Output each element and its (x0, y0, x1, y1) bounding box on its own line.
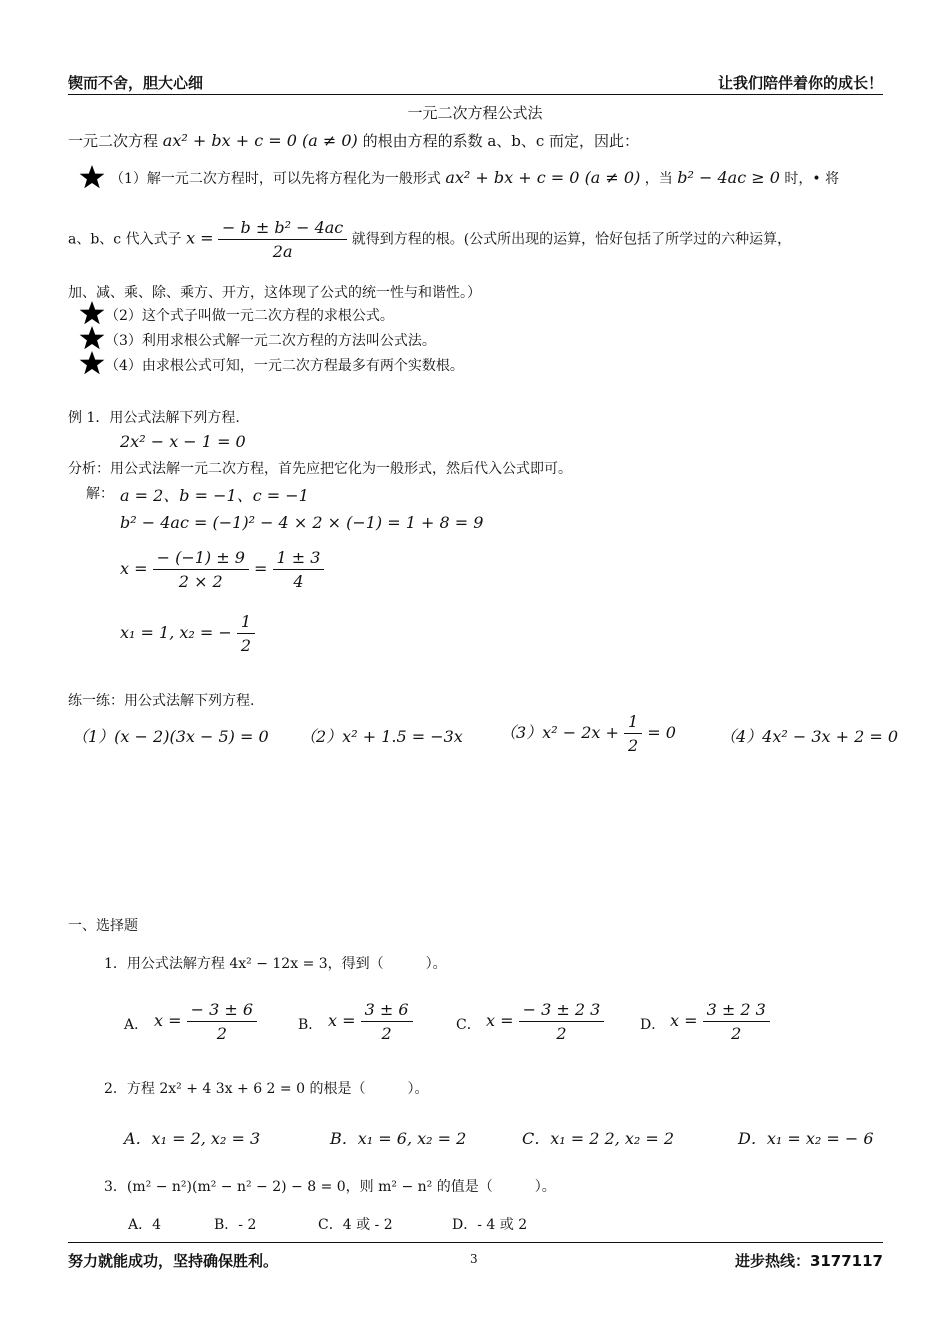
example-title: 例 1．用公式法解下列方程. (68, 410, 240, 426)
quadratic-formula-numerator: − b ± b² − 4ac (222, 218, 344, 237)
q1-option-c-lhs: x = (486, 1011, 514, 1030)
point-1-text-b: ，当 (644, 171, 673, 187)
q1-option-c-fraction (519, 1000, 605, 1043)
q1-option-d-label: D． (640, 1017, 666, 1033)
point-1-line2-b: 就得到方程的根。(公式所出现的运算，恰好包括了所学过的六种运算， (351, 231, 792, 248)
intro-suffix: 的根由方程的系数 a、b、c 而定，因此： (362, 132, 640, 150)
q1-option-d-denominator: 2 (703, 1021, 770, 1043)
example-equation: 2x² − x − 1 = 0 (120, 432, 246, 451)
solution-roots-text: x₁ = 1, x₂ = − (120, 623, 232, 642)
practice-item-3-fraction (624, 712, 642, 755)
q1-option-b-label: B． (298, 1017, 323, 1033)
intro-equation: ax² + bx + c = 0 (a ≠ 0) (162, 131, 358, 150)
practice-item-3 (500, 712, 676, 755)
q1-option-a-denominator: 2 (187, 1021, 257, 1043)
practice-item-3-numerator: 1 (628, 712, 639, 731)
quadratic-formula-denominator: 2a (218, 239, 347, 261)
q1-option-c (486, 1000, 604, 1043)
solution-x-numerator-2: 1 ± 3 (276, 548, 321, 567)
point-2: （2）这个式子叫做一元二次方程的求根公式。 (105, 308, 394, 324)
q1-option-a-numerator: − 3 ± 6 (190, 1000, 254, 1019)
q1-option-a-lhs: x = (154, 1011, 182, 1030)
star-icon (79, 350, 105, 376)
point-1-text-c: 时，• 将 (784, 171, 840, 187)
solution-x-numerator: − (−1) ± 9 (156, 548, 245, 567)
practice-item-4: （4）4x² − 3x + 2 = 0 (720, 727, 899, 746)
solution-x (120, 548, 324, 591)
question-2-stem: 2．方程 2x² + 4 3x + 6 2 = 0 的根是（ ）。 (104, 1081, 429, 1097)
section-title: 一、选择题 (68, 918, 138, 934)
point-4: （4）由求根公式可知，一元二次方程最多有两个实数根。 (105, 358, 464, 374)
question-3-stem: 3．(m² − n²)(m² − n² − 2) − 8 = 0，则 m² − n² 的值是（ ）。 (104, 1179, 556, 1195)
point-1-line-2 (68, 218, 791, 261)
q3-option-b: B．- 2 (214, 1217, 257, 1233)
point-1-line2-a: a、b、c 代入式子 (68, 231, 182, 248)
q1-option-d (670, 1000, 770, 1043)
q1-option-c-denominator: 2 (519, 1021, 605, 1043)
page-number: 3 (470, 1252, 478, 1266)
q2-option-c: C．x₁ = 2 2, x₂ = 2 (522, 1129, 675, 1148)
q3-option-d: D．- 4 或 2 (452, 1217, 528, 1233)
practice-item-2: （2）x² + 1.5 = −3x (300, 727, 463, 746)
point-1-line-1 (110, 168, 839, 188)
q2-option-d: D．x₁ = x₂ = − 6 (738, 1129, 874, 1148)
footer-hotline: 进步热线：3177117 (734, 1252, 883, 1270)
practice-title: 练一练：用公式法解下列方程. (68, 693, 255, 709)
practice-item-3-denominator: 2 (624, 733, 642, 755)
q1-option-a-label: A． (124, 1017, 149, 1033)
solution-x-denominator: 2 × 2 (153, 569, 249, 591)
star-icon (79, 325, 105, 351)
q2-option-a: A．x₁ = 2, x₂ = 3 (124, 1129, 261, 1148)
solution-x-lhs: x = (120, 559, 148, 578)
solution-roots (120, 612, 255, 655)
q1-option-b (328, 1000, 413, 1043)
intro-prefix: 一元二次方程 (68, 132, 159, 150)
q3-option-c: C．4 或 - 2 (318, 1217, 393, 1233)
solution-x-denominator-2: 4 (273, 569, 325, 591)
solution-roots-numerator: 1 (240, 612, 252, 631)
q1-option-b-denominator: 2 (361, 1021, 413, 1043)
header-motto: 锲而不舍，胆大心细 (68, 74, 204, 92)
point-3: （3）利用求根公式解一元二次方程的方法叫公式法。 (105, 333, 436, 349)
example-analysis: 分析：用公式法解一元二次方程，首先应把它化为一般形式，然后代入公式即可。 (68, 461, 572, 477)
question-1-stem: 1．用公式法解方程 4x² − 12x = 3，得到（ ）。 (104, 956, 447, 972)
point-1-condition: b² − 4ac ≥ 0 (677, 168, 780, 187)
q1-option-c-numerator: − 3 ± 2 3 (522, 1000, 601, 1019)
q1-option-b-fraction (361, 1000, 413, 1043)
practice-item-3-tail: = 0 (647, 723, 676, 742)
solution-label: 解： (86, 486, 114, 502)
star-icon (79, 300, 105, 326)
footer-rule (68, 1242, 883, 1243)
quadratic-formula (218, 218, 347, 261)
q1-option-b-lhs: x = (328, 1011, 356, 1030)
header-slogan: 让我们陪伴着你的成长！ (717, 74, 883, 92)
q3-option-a: A．4 (128, 1217, 162, 1233)
q2-option-b: B．x₁ = 6, x₂ = 2 (330, 1129, 467, 1148)
quadratic-formula-lhs: x = (186, 228, 214, 248)
page-title: 一元二次方程公式法 (407, 104, 543, 122)
practice-item-1: （1）(x − 2)(3x − 5) = 0 (72, 727, 269, 746)
solution-roots-fraction (237, 612, 255, 655)
footer-motto: 努力就能成功，坚持确保胜利。 (68, 1252, 279, 1270)
point-1-equation: ax² + bx + c = 0 (a ≠ 0) (445, 168, 641, 187)
q1-option-b-numerator: 3 ± 6 (364, 1000, 409, 1019)
solution-coefficients: a = 2、b = −1、c = −1 (120, 486, 309, 505)
header-rule (68, 94, 883, 95)
solution-discriminant: b² − 4ac = (−1)² − 4 × 2 × (−1) = 1 + 8 = 9 (120, 513, 484, 532)
intro-line (68, 130, 639, 151)
q1-option-d-fraction (703, 1000, 770, 1043)
q1-option-a-fraction (187, 1000, 257, 1043)
point-1-line-3: 加、减、乘、除、乘方、开方，这体现了公式的统一性与和谐性。） (68, 285, 481, 301)
q1-option-c-label: C． (456, 1017, 481, 1033)
q1-option-d-numerator: 3 ± 2 3 (706, 1000, 766, 1019)
star-icon (79, 164, 105, 190)
practice-item-3-text: （3）x² − 2x + (500, 723, 619, 742)
solution-x-fraction (153, 548, 249, 591)
point-1-text-a: （1）解一元二次方程时，可以先将方程化为一般形式 (110, 171, 441, 187)
solution-x-fraction-2 (273, 548, 325, 591)
q1-option-d-lhs: x = (670, 1011, 698, 1030)
solution-x-equals: = (254, 559, 268, 578)
solution-roots-denominator: 2 (237, 633, 255, 655)
q1-option-a (154, 1000, 257, 1043)
